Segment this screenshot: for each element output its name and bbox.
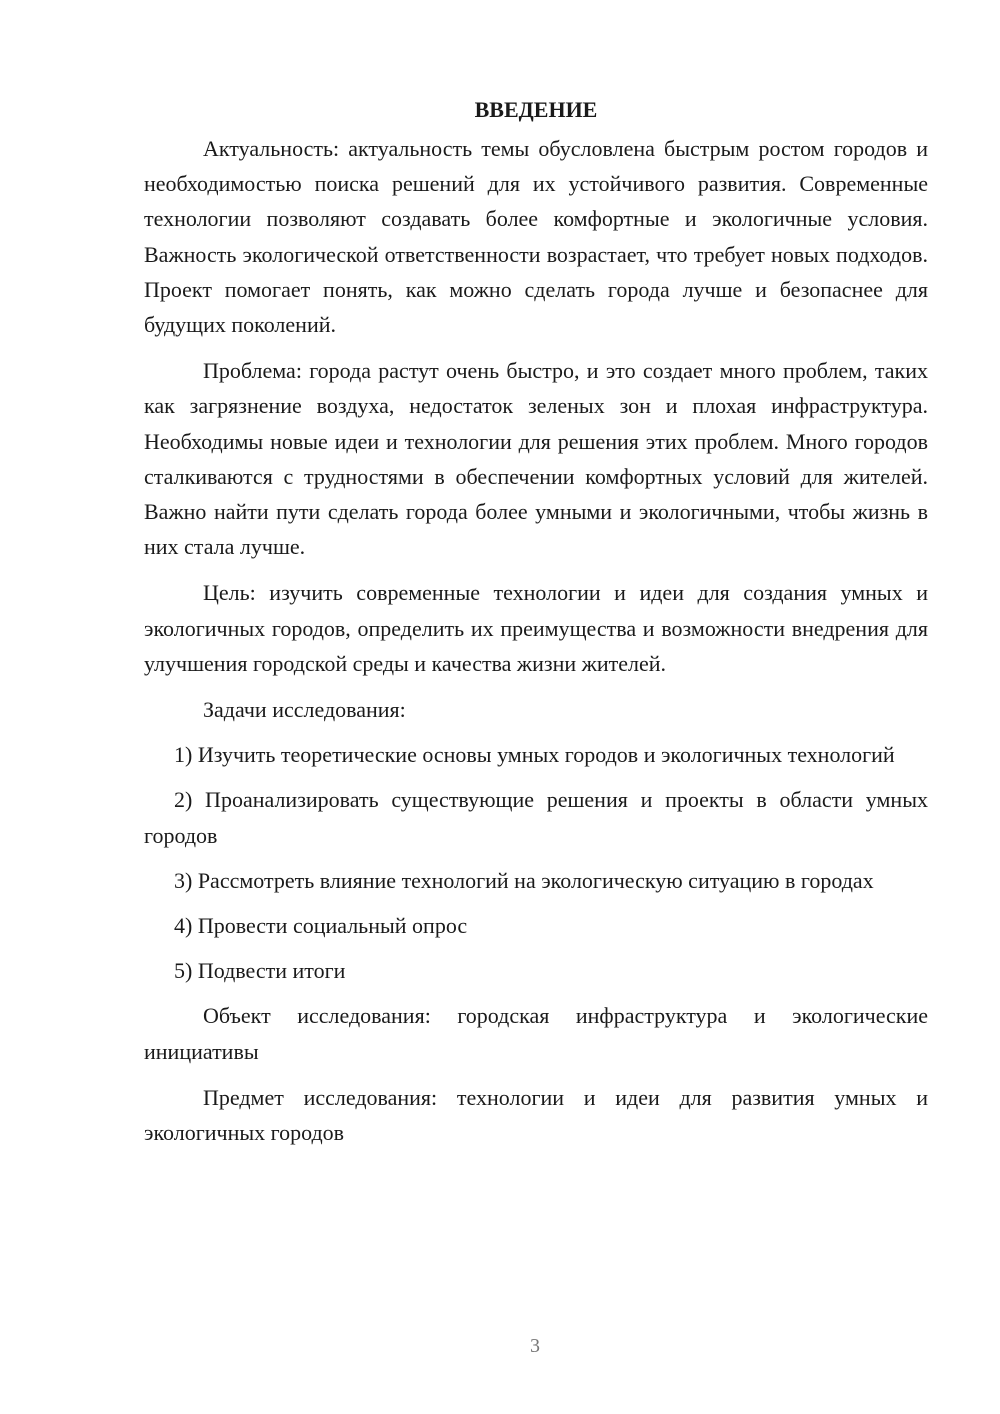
task-item-5: 5) Подвести итоги <box>174 958 346 984</box>
section-title: ВВЕДЕНИЕ <box>474 97 598 122</box>
document-page <box>144 92 928 1161</box>
problem-paragraph: Проблема: города растут очень быстро, и это создает много проблем, таких как загрязнение воздуха, недостаток зеленых зон и плохая инфраструктура. Необходимы новые идеи и технологии для решения этих проблем. Много городов сталкиваются с трудностями в обеспечении комфортных условий для жителей. Важно найти пути сделать города более умными и экологичными, чтобы жизнь в них стала лучше. <box>144 358 928 560</box>
tasks-heading: Задачи исследования: <box>203 697 406 723</box>
task-item-2: 2) Проанализировать существующие решения и проекты в области умных городов <box>144 787 928 848</box>
task-item-4: 4) Провести социальный опрос <box>174 913 468 939</box>
object-paragraph: Объект исследования: городская инфраструктура и экологические инициативы <box>144 1003 928 1064</box>
goal-paragraph: Цель: изучить современные технологии и идеи для создания умных и экологичных городов, определить их преимущества и возможности внедрения для улучшения городской среды и качества жизни жителей. <box>144 580 928 676</box>
task-item-1: 1) Изучить теоретические основы умных городов и экологичных технологий <box>174 742 895 768</box>
page-number: 3 <box>530 1335 540 1357</box>
relevance-paragraph: Актуальность: актуальность темы обусловлена быстрым ростом городов и необходимостью поиска решений для их устойчивого развития. Современные технологии позволяют создавать более комфортные и экологичные условия. Важность экологической ответственности возрастает, что требует новых подходов. Проект помогает понять, как можно сделать города лучше и безопаснее для будущих поколений. <box>144 136 928 338</box>
task-item-3: 3) Рассмотреть влияние технологий на экологическую ситуацию в городах <box>174 867 874 893</box>
subject-paragraph: Предмет исследования: технологии и идеи для развития умных и экологичных городов <box>144 1084 928 1146</box>
tasks-list <box>144 737 928 988</box>
